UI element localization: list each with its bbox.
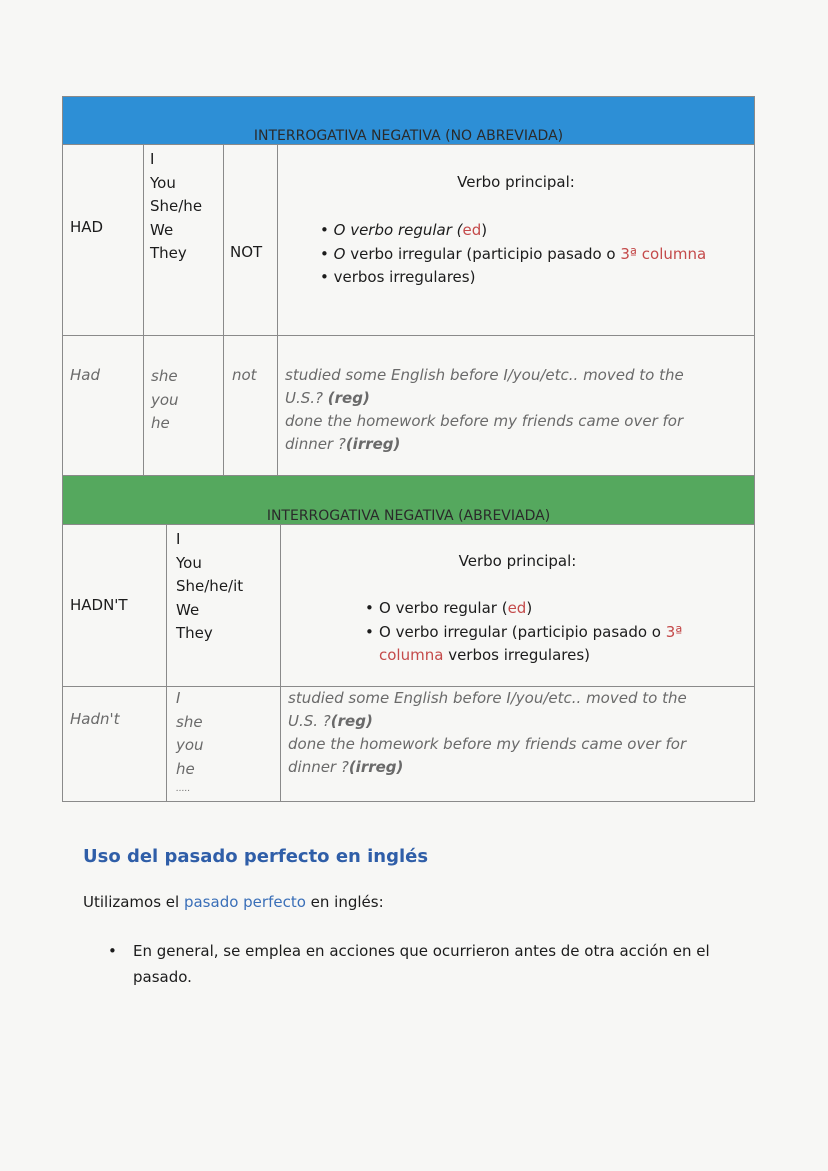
aux-cell xyxy=(63,145,144,335)
section-title: Uso del pasado perfecto en inglés xyxy=(83,846,429,867)
pronoun: You xyxy=(150,173,176,192)
pronoun: We xyxy=(150,220,174,239)
ex-pronoun: you xyxy=(151,390,179,409)
structure-row xyxy=(63,525,754,687)
structure-row xyxy=(63,145,754,336)
aux-text: HADN'T xyxy=(70,596,128,614)
pronoun-cell xyxy=(167,525,281,686)
ex-aux-text: Had xyxy=(70,366,100,384)
ex-pronoun: she xyxy=(151,367,178,385)
ex-pronoun: he xyxy=(151,414,170,432)
neg-text: NOT xyxy=(230,243,263,261)
ex-aux-cell xyxy=(63,336,144,476)
ex-pronoun: he xyxy=(176,759,195,778)
verb-cell xyxy=(281,525,754,686)
table-interrogativa-negativa-no-abreviada xyxy=(62,96,755,476)
ex-line: studied some English before I/you/etc.. moved to the xyxy=(285,366,684,384)
ex-aux-text: Hadn't xyxy=(70,710,120,728)
bullet-irregular-cont: • verbos irregulares) xyxy=(320,268,476,286)
usage-bullet-line: En general, se emplea en acciones que ocurrieron antes de otra acción en el xyxy=(133,942,710,960)
ex-pronoun: ..... xyxy=(176,784,191,794)
aux-cell xyxy=(63,525,167,686)
ex-pronoun: she xyxy=(176,712,203,731)
ex-line: U.S.? (reg) xyxy=(285,389,370,407)
aux-text: HAD xyxy=(70,218,104,236)
bullet-regular: • O verbo regular (ed) xyxy=(320,221,488,239)
ex-pronoun-cell xyxy=(167,687,281,802)
pronoun: She/he xyxy=(150,197,203,215)
pronoun: I xyxy=(176,530,181,548)
pronoun: I xyxy=(150,150,155,168)
table-interrogativa-negativa-abreviada xyxy=(62,476,755,802)
ex-pronoun: I xyxy=(176,689,181,707)
ex-pronoun: you xyxy=(176,736,204,754)
table-header-title: INTERROGATIVA NEGATIVA (ABREVIADA) xyxy=(266,508,551,524)
ex-line: studied some English before I/you/etc.. moved to the xyxy=(288,689,687,707)
bullet-irregular: • O verbo irregular (participio pasado o 3ª columna verbos irregulares) xyxy=(365,622,683,664)
verb-bullets xyxy=(320,219,706,290)
bullet-regular: • O verbo regular (ed) xyxy=(365,599,533,617)
ex-sentence-cell xyxy=(278,336,754,476)
example-row xyxy=(63,687,754,802)
table-header-title: INTERROGATIVA NEGATIVA (NO ABREVIADA) xyxy=(253,128,564,144)
verb-title: Verbo principal: xyxy=(457,173,575,191)
ex-pronoun-cell xyxy=(144,336,224,476)
verb-cell xyxy=(278,145,754,335)
pronoun: She/he/it xyxy=(176,577,244,595)
usage-bullet-line: pasado. xyxy=(133,968,192,986)
table-header xyxy=(63,97,754,145)
verb-title: Verbo principal: xyxy=(458,552,577,570)
pronoun: You xyxy=(176,553,202,572)
ex-line: done the homework before my friends came over for xyxy=(285,412,684,430)
usage-bullet: • En general, se emplea en acciones que ocurrieron antes de otra acción en el pasado. xyxy=(108,942,710,986)
pronoun: They xyxy=(150,244,187,262)
example-row xyxy=(63,336,754,476)
intro-paragraph: Utilizamos el pasado perfecto en inglés: xyxy=(83,893,384,911)
ex-line: done the homework before my friends came over for xyxy=(288,735,687,753)
ex-neg-text: not xyxy=(232,366,257,384)
ex-aux-cell xyxy=(63,687,167,802)
pronoun: We xyxy=(176,600,200,619)
verb-bullets xyxy=(365,597,745,668)
ex-line: U.S. ?(reg) xyxy=(288,712,373,730)
pronoun-cell xyxy=(144,145,224,335)
ex-line: dinner ?(irreg) xyxy=(288,758,404,776)
ex-sentence-cell xyxy=(281,687,754,802)
ex-line: dinner ?(irreg) xyxy=(285,435,401,453)
pronoun: They xyxy=(176,624,213,642)
table-header xyxy=(63,476,754,525)
bullet-irregular: • O verbo irregular (participio pasado o 3ª columna xyxy=(320,244,707,263)
neg-cell xyxy=(224,145,278,335)
ex-neg-cell xyxy=(224,336,278,476)
